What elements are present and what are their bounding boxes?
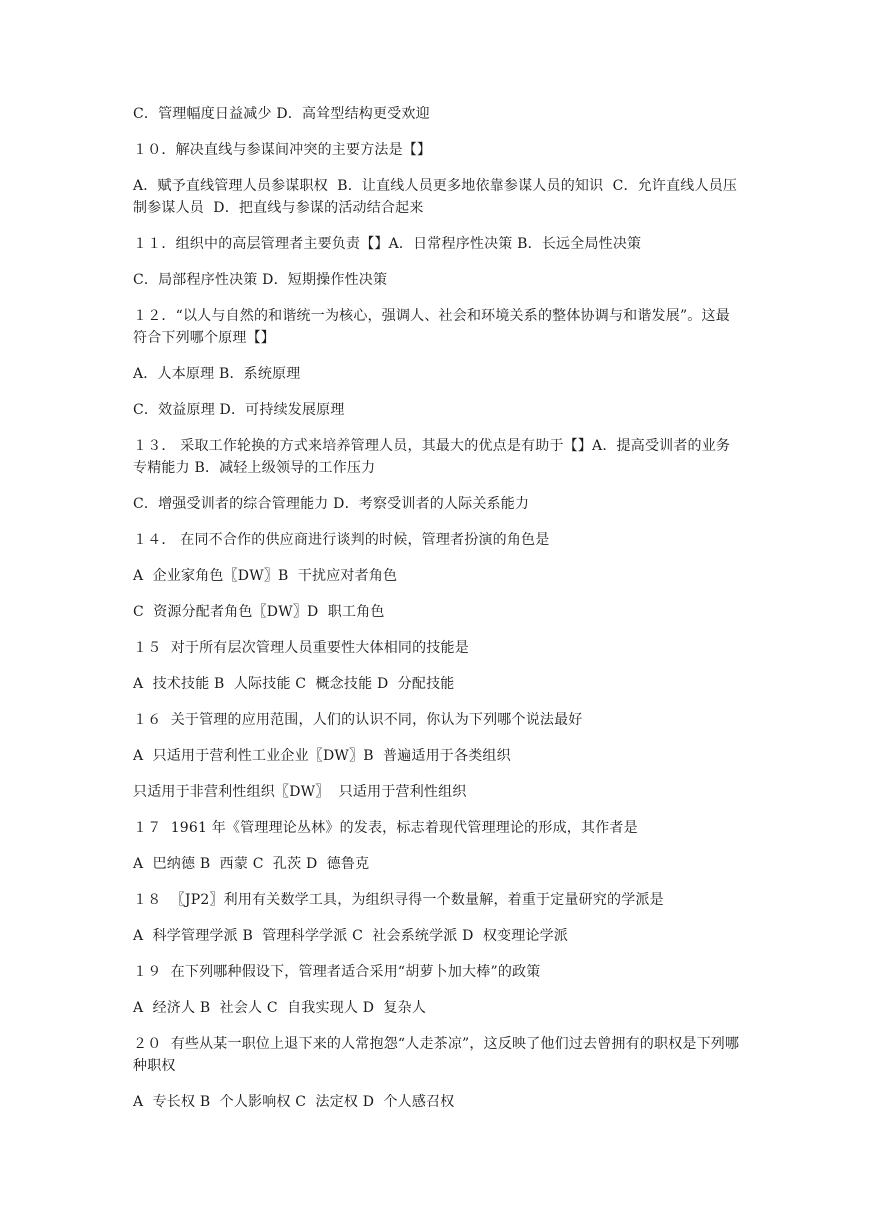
paragraph-q16-options-ab: A 只适用于营利性工业企业〖DW〗B 普遍适用于各类组织 xyxy=(133,748,511,764)
paragraph-q10-stem: １０．解决直线与参谋间冲突的主要方法是【】 xyxy=(133,142,432,158)
paragraph-q16-options-cd: 只适用于非营利性组织〖DW〗 只适用于营利性组织 xyxy=(133,784,467,800)
paragraph-q12-options-cd: C．效益原理 D．可持续发展原理 xyxy=(133,402,345,418)
paragraph-q14-options-ab: A 企业家角色〖DW〗B 干扰应对者角色 xyxy=(133,568,398,584)
paragraph-q11-options-cd: C．局部程序性决策 D．短期操作性决策 xyxy=(133,272,388,288)
paragraph-q15-stem: １５ 对于所有层次管理人员重要性大体相同的技能是 xyxy=(133,640,469,656)
paragraph-q20-stem: ２０ 有些从某一职位上退下来的人常抱怨“人走茶凉”，这反映了他们过去曾拥有的职权是下列哪种职权 xyxy=(133,1036,740,1074)
paragraph-q17-stem: １７ 1961 年《管理理论丛林》的发表，标志着现代管理理论的形成，其作者是 xyxy=(133,820,638,836)
paragraph-q19-stem: １９ 在下列哪种假设下，管理者适合采用“胡萝卜加大棒”的政策 xyxy=(133,964,541,980)
paragraph-q13-options-cd: C．增强受训者的综合管理能力 D．考察受训者的人际关系能力 xyxy=(133,496,530,512)
paragraph-q12-stem: １２．“以人与自然的和谐统一为核心，强调人、社会和环境关系的整体协调与和谐发展”。这最符合下列哪个原理【】 xyxy=(133,308,730,346)
paragraph-q14-stem: １４． 在同不合作的供应商进行谈判的时候，管理者扮演的角色是 xyxy=(133,532,550,548)
paragraph-q14-options-cd: C 资源分配者角色〖DW〗D 职工角色 xyxy=(133,604,385,620)
paragraph-q18-stem: １８ 〖JP2〗利用有关数学工具，为组织寻得一个数量解，着重于定量研究的学派是 xyxy=(133,892,664,908)
paragraph-q17-options: A 巴纳德 B 西蒙 C 孔茨 D 德鲁克 xyxy=(133,856,370,872)
paragraph-q19-options: A 经济人 B 社会人 C 自我实现人 D 复杂人 xyxy=(133,1000,427,1016)
paragraph-q20-options: A 专长权 B 个人影响权 C 法定权 D 个人感召权 xyxy=(133,1094,455,1110)
document-body xyxy=(133,103,743,1127)
paragraph-q9-options-cd: C．管理幅度日益减少 D．高耸型结构更受欢迎 xyxy=(133,106,430,122)
paragraph-q18-options: A 科学管理学派 B 管理科学学派 C 社会系统学派 D 权变理论学派 xyxy=(133,928,569,944)
paragraph-q16-stem: １６ 关于管理的应用范围，人们的认识不同，你认为下列哪个说法最好 xyxy=(133,712,583,728)
paragraph-q11-stem: １１．组织中的高层管理者主要负责【】A．日常程序性决策 B．长远全局性决策 xyxy=(133,236,642,252)
paragraph-q12-options-ab: A．人本原理 B．系统原理 xyxy=(133,366,301,382)
paragraph-q13-stem: １３． 采取工作轮换的方式来培养管理人员，其最大的优点是有助于【】A．提高受训者的业务专精能力 B．减轻上级领导的工作压力 xyxy=(133,438,731,476)
paragraph-q10-options: A．赋予直线管理人员参谋职权 B．让直线人员更多地依靠参谋人员的知识 C．允许直线人员压制参谋人员 D．把直线与参谋的活动结合起来 xyxy=(133,178,738,216)
paragraph-q15-options: A 技术技能 B 人际技能 C 概念技能 D 分配技能 xyxy=(133,676,455,692)
